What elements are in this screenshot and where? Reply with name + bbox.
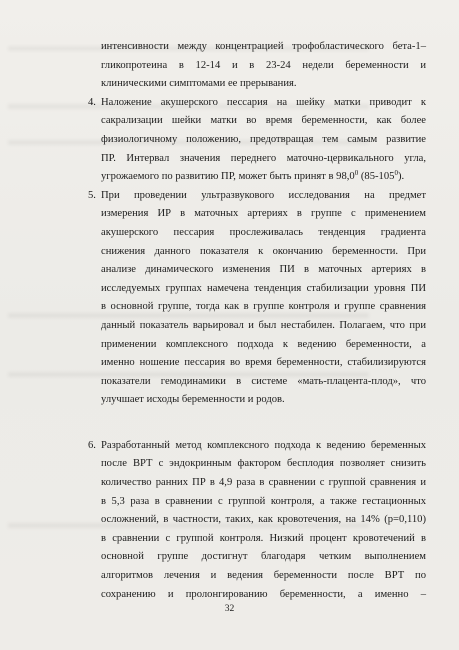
text-fragment: ). [397, 171, 405, 183]
paragraph-gap [88, 410, 426, 437]
text-line: анализе динамического изменения ПИ в маточных артериях в [101, 264, 426, 276]
text-line: интенсивности между концентрацией трофобластического бета-1– [101, 41, 426, 52]
text-line: клиническими симптомами ее прерывания. [101, 78, 297, 90]
page-number: 32 [224, 603, 235, 614]
continuation-paragraph [88, 38, 426, 94]
text-line: после ВРТ с эндокринным фактором бесплодия позволяет снизить [101, 458, 426, 470]
list-item-5 [88, 187, 426, 410]
text-line: ПР. Интервал значения переднего маточно-цервикального угла, [101, 152, 426, 164]
text-line: снижения данного показателя к окончанию беременности. При [101, 245, 426, 257]
document-body [88, 38, 426, 604]
text-line: данный показатель варьировал и был нестабилен. Полагаем, что при [101, 319, 426, 331]
text-line: основной группе достигнут благодаря четким выполнением [101, 551, 426, 563]
list-number: 5. [88, 189, 96, 201]
text-line [101, 168, 426, 187]
text-line: гликопротеина в 12-14 и в 23-24 недели беременности и [101, 59, 426, 71]
list-item-4 [88, 94, 426, 187]
text-line: в основной группе, тогда как в группе контроля и группе сравнения [101, 301, 426, 313]
text-line: в 5,3 раза в сравнении с группой контроля, а также гестационных [101, 495, 426, 507]
text-line: сохранению и пролонгированию беременности, а именно – [101, 588, 426, 600]
text-line: Разработанный метод комплексного подхода к ведению беременных [101, 439, 426, 451]
text-line: алгоритмов лечения и ведения беременности после ВРТ по [101, 570, 426, 582]
text-fragment: (85-105 [358, 171, 395, 183]
text-line: исследуемых группах намечена тенденция стабилизации уровня ПИ [101, 282, 426, 294]
list-number: 6. [88, 439, 96, 451]
text-line: сакрализации шейки матки во время беременности, как более [101, 115, 426, 127]
text-line: улучшает исходы беременности и родов. [101, 394, 285, 406]
degree-superscript: 0 [354, 169, 359, 178]
text-line: Наложение акушерского пессария на шейку матки приводит к [101, 96, 426, 108]
degree-superscript: 0 [394, 169, 398, 178]
text-line: измерения ИР в маточных артериях в группе с применением [101, 208, 426, 220]
text-line: количество ранних ПР в 4,9 раза в сравнении с группой сравнения и [101, 477, 426, 489]
text-line: показатели гемодинамики в системе «мать-плацента-плод», что [101, 375, 426, 387]
text-line: в сравнении с группой контроля. Низкий процент кровотечений в [101, 532, 426, 544]
list-number: 4. [88, 96, 96, 108]
list-item-6 [88, 437, 426, 604]
text-line: физиологичному положению, предотвращая тем самым развитие [101, 133, 426, 145]
text-line: именно ношение пессария во время беременности, стабилизируются [101, 357, 426, 369]
text-line: осложнений, в частности, таких, как кровотечения, на 14% (р=0,110) [101, 514, 426, 526]
text-line: применении комплексного подхода к ведению беременности, а [101, 338, 426, 350]
text-fragment: угрожаемого по развитию ПР, может быть принят в 98,0 [101, 171, 355, 183]
text-line: При проведении ультразвукового исследования на предмет [101, 189, 426, 201]
text-line: акушерского пессария прослеживалась тенденция градиента [101, 226, 426, 238]
